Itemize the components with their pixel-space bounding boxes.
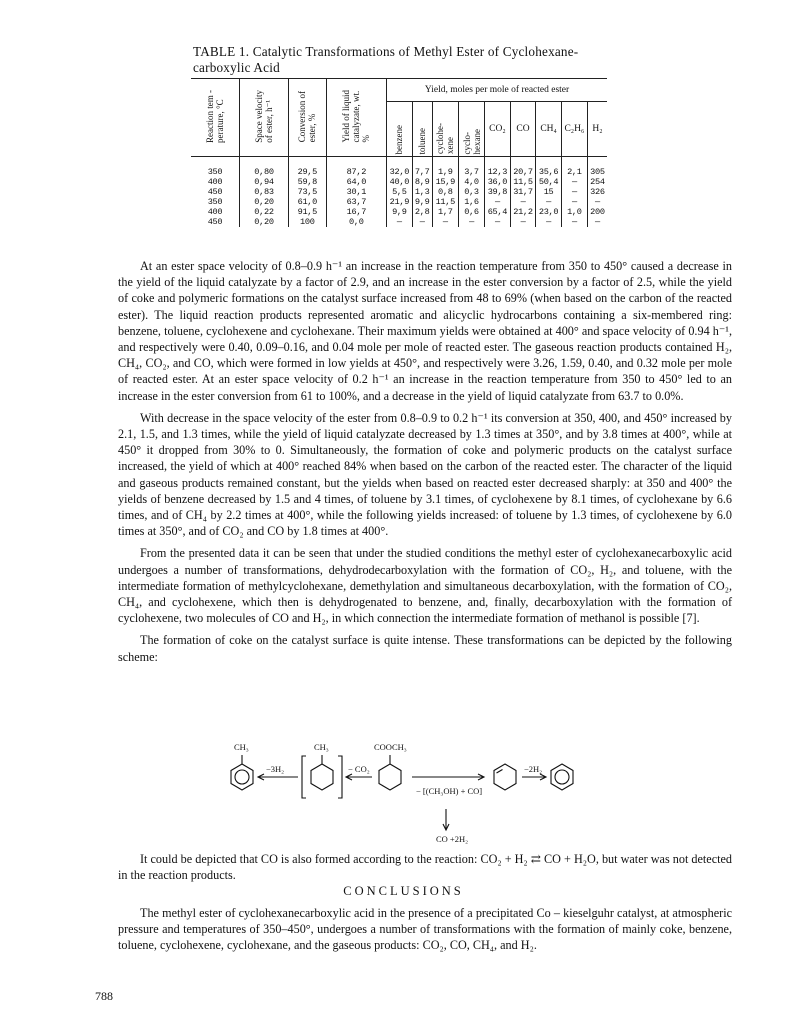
table-cell: 305 bbox=[587, 157, 607, 178]
page-number: 788 bbox=[95, 989, 113, 1003]
table-cell: 0,94 bbox=[239, 177, 288, 187]
table-cell: — bbox=[432, 217, 458, 227]
table-cell: 11,5 bbox=[510, 177, 536, 187]
table-row bbox=[191, 197, 607, 207]
table-cell: 11,5 bbox=[432, 197, 458, 207]
header-co2: CO₂ bbox=[485, 102, 511, 157]
table-cell: 73,5 bbox=[289, 187, 327, 197]
header-space-velocity: Space velocity of ester, h⁻¹ bbox=[239, 79, 288, 157]
table-cell: 63,7 bbox=[326, 197, 386, 207]
table-cell: 35,6 bbox=[536, 157, 562, 178]
table-cell: 0,80 bbox=[239, 157, 288, 178]
table-cell: 1,6 bbox=[458, 197, 484, 207]
table-row bbox=[191, 187, 607, 197]
table-cell: 9,9 bbox=[387, 207, 413, 217]
table-cell: 0,0 bbox=[326, 217, 386, 227]
table-cell: — bbox=[561, 187, 587, 197]
table-cell: — bbox=[587, 197, 607, 207]
table-cell: 1,7 bbox=[432, 207, 458, 217]
table-cell: 15 bbox=[536, 187, 562, 197]
table-cell: — bbox=[561, 197, 587, 207]
header-h2: H₂ bbox=[587, 102, 607, 157]
table-cell: 2,8 bbox=[412, 207, 432, 217]
table-cell: 21,2 bbox=[510, 207, 536, 217]
table-cell: — bbox=[536, 217, 562, 227]
table-cell: — bbox=[587, 217, 607, 227]
table-cell: 350 bbox=[207, 167, 223, 177]
table-cell: 3,7 bbox=[458, 157, 484, 178]
scheme-arrow-minus-3h2: −3H₂ bbox=[266, 764, 285, 774]
header-c2h6: C₂H₆ bbox=[561, 102, 587, 157]
table-cell: 0,20 bbox=[239, 217, 288, 227]
table-cell: 31,7 bbox=[510, 187, 536, 197]
header-cyclohexene: cyclohe- xene bbox=[432, 102, 458, 157]
table-cell: 8,9 bbox=[412, 177, 432, 187]
table-cell: 5,5 bbox=[387, 187, 413, 197]
table-cell: 1,3 bbox=[412, 187, 432, 197]
table-cell: 0,20 bbox=[239, 197, 288, 207]
benzene-ring-icon bbox=[551, 764, 573, 790]
table-cell: — bbox=[561, 217, 587, 227]
table-cell: 20,7 bbox=[510, 157, 536, 178]
table-cell: 0,3 bbox=[458, 187, 484, 197]
table-cell: 50,4 bbox=[536, 177, 562, 187]
table-cell: — bbox=[387, 217, 413, 227]
paragraph-1: At an ester space velocity of 0.8–0.9 h⁻¹ an increase in the reaction temperature from 350 to 450° caused a decrease in the yield of the liquid catalyzate by a factor of 2.9, and an increase in the ester conversion by a factor of 2.5, while the yield of coke and polymeric formations on the catalyst surface increased from 48 to 69% (when based on the carbon of the reacted ester). The liquid reaction products represented aromatic and alicyclic hydrocarbons containing a six-membered ring: benzene, toluene, cyclohexene and cyclohexane. Their maximum yields were obtained at 400° and space velocity of 0.94 h⁻¹, and respectively were 0.40, 0.09–0.16, and 0.04 mole per mole of reacted ester. The gaseous reaction products contained H₂, CH₄, CO₂, and CO, which were formed in low yields at 450°, and respectively were 3.26, 1.59, 0.40, and 0.32 mole per mole of reacted ester. At an ester space velocity of 0.2 h⁻¹ an increase in the reaction temperature from 350 to 450° led to an increase in the ester conversion from 61 to 100%, and a decrease in the yield of liquid catalyzate from 63.7 to 0.0%. bbox=[118, 259, 732, 403]
table-cell: 326 bbox=[587, 187, 607, 197]
table-cell: 100 bbox=[289, 217, 327, 227]
table-cell: 21,9 bbox=[387, 197, 413, 207]
conclusions-text: The methyl ester of cyclohexanecarboxylic acid in the presence of a precipitated Co – kieselguhr catalyst, at atmospheric pressure and temperatures of 350–450°, undergoes a number of transformations with the formation of mainly coke, benzene, toluene, cyclohexene, cyclohexane, and the gaseous products: CO₂, CO, CH₄, and H₂. bbox=[118, 906, 732, 953]
table-cell: 16,7 bbox=[326, 207, 386, 217]
table-row bbox=[191, 207, 607, 217]
scheme-label-ch3-bracket: CH₃ bbox=[314, 742, 329, 752]
table-cell: — bbox=[510, 217, 536, 227]
paragraph-4: The formation of coke on the catalyst surface is quite intense. These transformations can be depicted by the following scheme: bbox=[118, 633, 732, 664]
table-cell: 350 bbox=[207, 197, 223, 207]
table-cell: 91,5 bbox=[289, 207, 327, 217]
table-cell: 64,0 bbox=[326, 177, 386, 187]
paragraph-2: With decrease in the space velocity of the ester from 0.8–0.9 to 0.2 h⁻¹ its conversion at 350, 400, and 450° increased by 2.1, 1.5, and 1.3 times, while the yield of liquid catalyzate decreased by 1.3 times at 350°, and by 3.8 times at 400°, while at 450° it dropped from 30% to 0. Simultaneously, the formation of coke and polymeric products on the catalyst surface increased, the yield of which at 400° reached 84% when based on the carbon of the reacted ester. The character of the liquid and gaseous products remained constant, but the yields when based on reacted ester decreased sharply: at 350 and 400° the yields of benzene decreased by 1.5 and 4 times, of toluene by 3.1 times, of cyclohexene by 8.1 times, of cyclohexane by 6.6 times, and of CH₄ by 2.2 times at 400°, while the following yields increased: of toluene by 1.3 times, of cyclohexene by 6.0 times at 350°, and of CO₂ and CO by 1.8 times at 400°. bbox=[118, 410, 732, 539]
scheme-arrow-main-below: − [(CH₃OH) + CO] bbox=[416, 786, 483, 796]
table-cell: 87,2 bbox=[326, 157, 386, 178]
paragraph-3: From the presented data it can be seen that under the studied conditions the methyl ester of cyclohexanecarboxylic acid undergoes a number of transformations, dehydrodecarboxylation with the formation of CO₂, H₂, and toluene, with the intermediate formation of methylcyclohexane, demethylation and simultaneous decarboxylation, with the formation of CO₂, CH₄, and cyclohexene, which then is dehydrogenated to benzene, and, finally, decarboxylation with the formation of cyclohexene, two molecules of CO and H₂, in which connection the intermediate formation of methanol is possible [7]. bbox=[118, 546, 732, 626]
conclusions-title: CONCLUSIONS bbox=[343, 884, 464, 898]
table-cell: 30,1 bbox=[326, 187, 386, 197]
table-cell: 450 bbox=[207, 187, 223, 197]
table-cell: 23,0 bbox=[536, 207, 562, 217]
table-cell: — bbox=[485, 217, 511, 227]
table-row bbox=[191, 217, 607, 227]
table-cell: 400 bbox=[207, 207, 223, 217]
table-cell: — bbox=[485, 197, 511, 207]
table-cell: 7,7 bbox=[412, 157, 432, 178]
table-cell: 0,6 bbox=[458, 207, 484, 217]
table-cell: — bbox=[536, 197, 562, 207]
scheme-label-ch3-left: CH₃ bbox=[234, 742, 249, 752]
table-caption: TABLE 1. Catalytic Transformations of Methyl Ester of Cyclohexane-carboxylic Acid bbox=[193, 44, 579, 75]
co-paragraph: It could be depicted that CO is also formed according to the reaction: CO₂ + H₂ ⇄ CO + H₂O, but water was not detected in the reaction products. bbox=[118, 852, 732, 883]
table-cell: 29,5 bbox=[289, 157, 327, 178]
toluene-ring-icon bbox=[231, 764, 253, 790]
table-cell: 15,9 bbox=[432, 177, 458, 187]
table-cell: 0,8 bbox=[432, 187, 458, 197]
table-cell: — bbox=[510, 197, 536, 207]
header-liquid-yield: Yield of liquid catalyzate, wt. % bbox=[326, 79, 386, 157]
table-cell: 36,0 bbox=[485, 177, 511, 187]
table-cell: 61,0 bbox=[289, 197, 327, 207]
table-cell: 0,83 bbox=[239, 187, 288, 197]
table-cell: — bbox=[412, 217, 432, 227]
header-co: CO bbox=[510, 102, 536, 157]
scheme-label-cooch3: COOCH₃ bbox=[374, 742, 407, 752]
table-cell: — bbox=[458, 217, 484, 227]
table-cell: 200 bbox=[587, 207, 607, 217]
header-yield-group: Yield, moles per mole of reacted ester bbox=[387, 79, 607, 102]
header-benzene: benzene bbox=[387, 102, 413, 157]
table-cell: 65,4 bbox=[485, 207, 511, 217]
body-text bbox=[118, 258, 732, 671]
reaction-scheme bbox=[222, 732, 642, 852]
cyclohexene-ring-icon bbox=[494, 764, 516, 790]
table-cell: 0,22 bbox=[239, 207, 288, 217]
methylcyclohexane-ring-icon bbox=[311, 764, 333, 790]
table-row bbox=[191, 157, 607, 178]
scheme-arrow-main-below2: CO +2H₂ bbox=[436, 834, 469, 844]
scheme-arrow-minus-2h2: −2H₂ bbox=[524, 764, 543, 774]
table-cell: 9,9 bbox=[412, 197, 432, 207]
ester-ring-icon bbox=[379, 764, 401, 790]
table-cell: 450 bbox=[207, 217, 223, 227]
table-cell: 254 bbox=[587, 177, 607, 187]
table-cell: 40,0 bbox=[387, 177, 413, 187]
table-cell: 2,1 bbox=[561, 157, 587, 178]
header-reaction-temp: Reaction tem - perature, °C bbox=[204, 90, 225, 143]
header-ch4: CH₄ bbox=[536, 102, 562, 157]
header-toluene: toluene bbox=[412, 102, 432, 157]
table-cell: 39,8 bbox=[485, 187, 511, 197]
table-cell: — bbox=[561, 177, 587, 187]
table-row bbox=[191, 177, 607, 187]
header-cyclohexane: cyclo- hexane bbox=[458, 102, 484, 157]
data-table bbox=[191, 78, 607, 227]
table-cell: 4,0 bbox=[458, 177, 484, 187]
table-cell: 1,9 bbox=[432, 157, 458, 178]
table-cell: 12,3 bbox=[485, 157, 511, 178]
table-cell: 59,8 bbox=[289, 177, 327, 187]
table-cell: 32,0 bbox=[387, 157, 413, 178]
header-conversion: Conversion of ester, % bbox=[289, 79, 327, 157]
table-cell: 400 bbox=[207, 177, 223, 187]
scheme-arrow-minus-co2: − CO₂ bbox=[348, 764, 370, 774]
table-cell: 1,0 bbox=[561, 207, 587, 217]
